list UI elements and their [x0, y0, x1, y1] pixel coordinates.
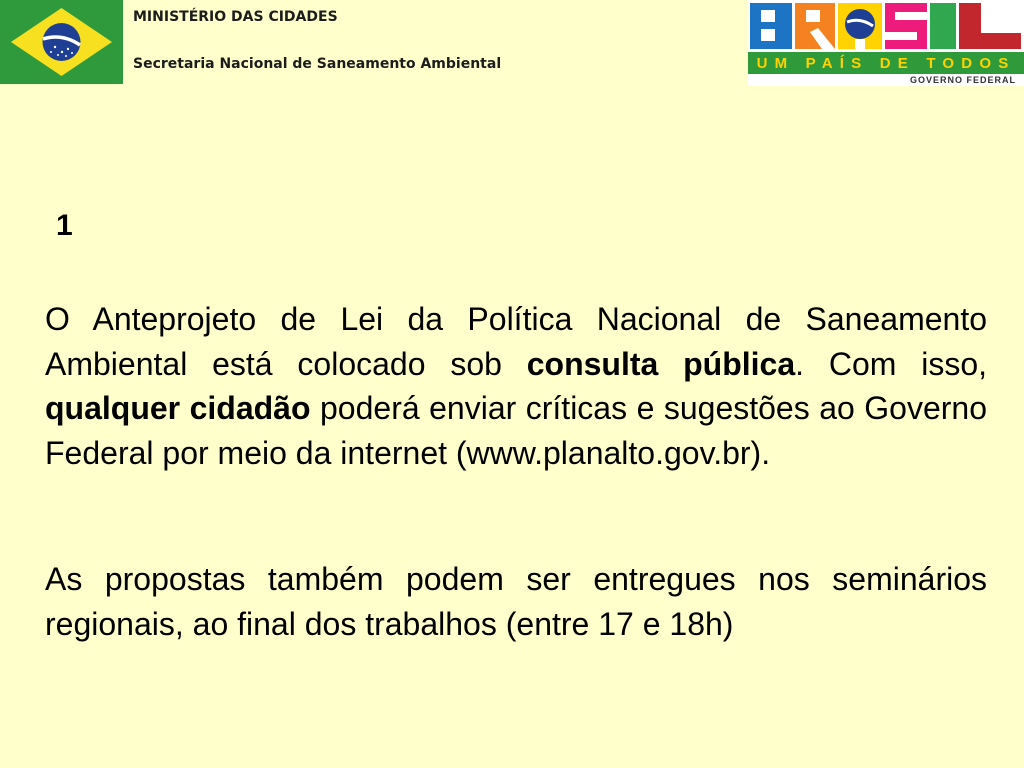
logo-tagline: UM PAÍS DE TODOS	[756, 55, 1016, 72]
paragraph1-text-1: O Anteprojeto de Lei da Política Nacional de Saneamento Ambiental está colocado sob	[45, 301, 987, 382]
bold-consulta-publica: consulta pública	[526, 345, 796, 382]
header-text	[133, 8, 501, 73]
secretariat-name: Secretaria Nacional de Saneamento Ambiental	[133, 56, 502, 72]
paragraph-seminars: As propostas também podem ser entregues nos seminários regionais, ao final dos trabalhos (entre 17 e 18h)	[45, 561, 987, 642]
logo-subtitle: GOVERNO FEDERAL	[909, 75, 1016, 85]
bold-qualquer-cidadao: qualquer cidadão	[45, 390, 311, 426]
paragraph1-text-2: . Com isso,	[795, 345, 987, 382]
brazil-flag-icon	[0, 0, 123, 84]
paragraph-consultation	[45, 297, 987, 475]
slide-number: 1	[56, 209, 73, 242]
ministry-name: MINISTÉRIO DAS CIDADES	[133, 9, 338, 25]
brasil-um-pais-de-todos-logo	[748, 0, 1024, 86]
paragraph1-text-3: poderá enviar críticas e sugestões ao Governo Federal por meio da internet (www.planalto.gov.br).	[45, 390, 988, 471]
